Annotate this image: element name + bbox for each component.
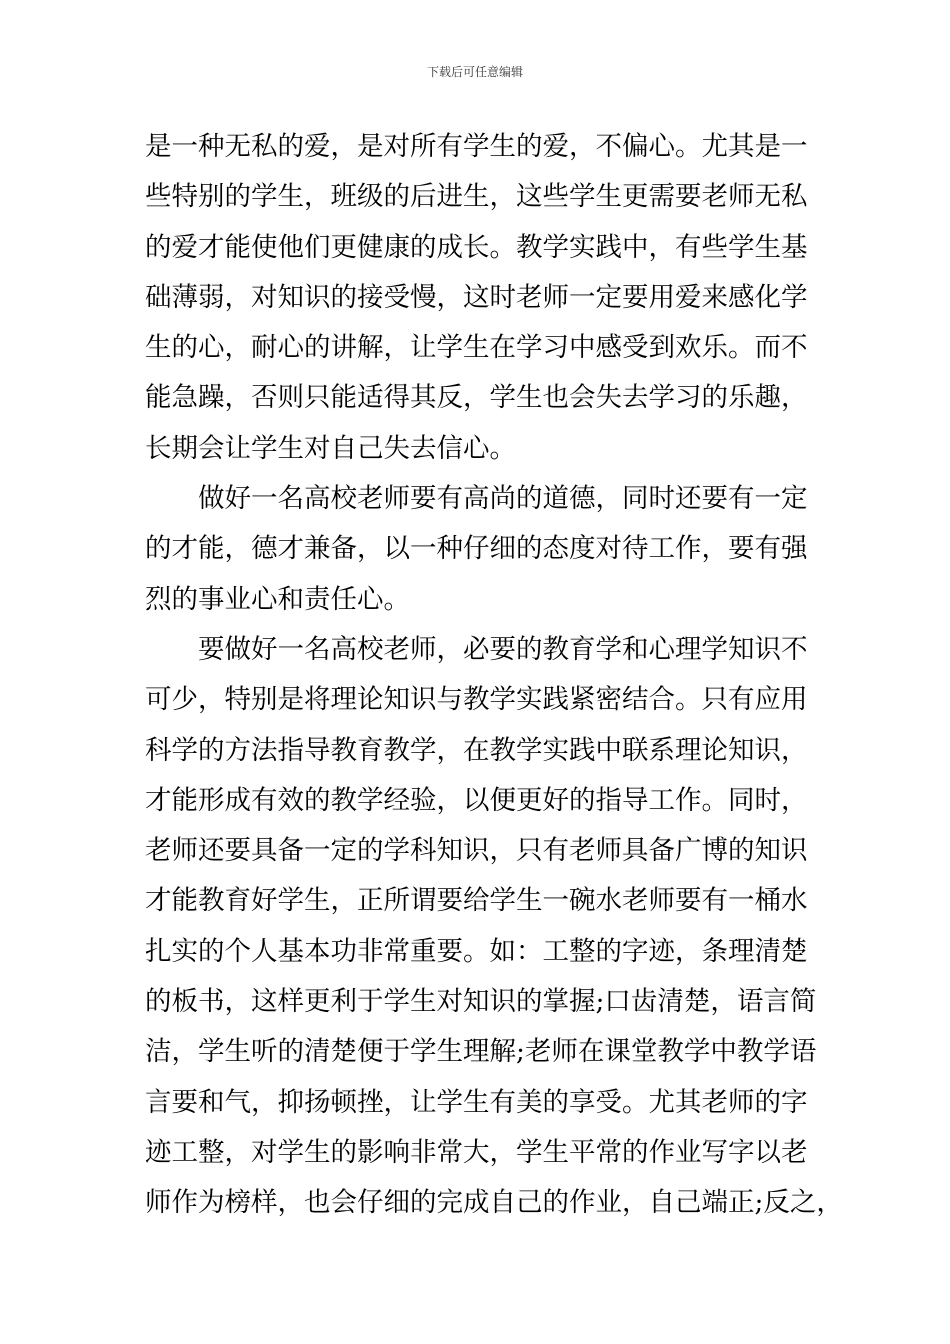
text-line: 师作为榜样，也会仔细的完成自己的作业，自己端正;反之， xyxy=(145,1187,843,1219)
text-line: 才能教育好学生，正所谓要给学生一碗水老师要有一桶水 xyxy=(145,885,808,917)
text-line: 烈的事业心和责任心。 xyxy=(145,583,410,615)
text-line: 才能形成有效的教学经验，以便更好的指导工作。同时， xyxy=(145,784,808,816)
text-line: 洁，学生听的清楚便于学生理解;老师在课堂教学中教学语 xyxy=(145,1036,817,1068)
text-line: 能急躁，否则只能适得其反，学生也会失去学习的乐趣， xyxy=(145,382,808,414)
text-line: 做好一名高校老师要有高尚的道德，同时还要有一定 xyxy=(145,483,808,515)
text-line: 长期会让学生对自己失去信心。 xyxy=(145,432,516,464)
text-line: 老师还要具备一定的学科知识，只有老师具备广博的知识 xyxy=(145,835,808,867)
document-body xyxy=(145,122,843,1229)
paragraph-1 xyxy=(145,122,815,474)
text-line: 生的心，耐心的讲解，让学生在学习中感受到欢乐。而不 xyxy=(145,332,808,364)
paragraph-2 xyxy=(145,474,815,625)
text-line: 的才能，德才兼备，以一种仔细的态度对待工作，要有强 xyxy=(145,533,808,565)
text-line: 础薄弱，对知识的接受慢，这时老师一定要用爱来感化学 xyxy=(145,281,808,313)
text-line: 言要和气，抑扬顿挫，让学生有美的享受。尤其老师的字 xyxy=(145,1086,808,1118)
text-line: 迹工整，对学生的影响非常大，学生平常的作业写字以老 xyxy=(145,1136,808,1168)
text-line: 是一种无私的爱，是对所有学生的爱，不偏心。尤其是一 xyxy=(145,131,808,162)
text-line: 的爱才能使他们更健康的成长。教学实践中，有些学生基 xyxy=(145,231,808,263)
text-line: 的板书，这样更利于学生对知识的掌握;口齿清楚，语言简 xyxy=(145,986,817,1018)
text-line: 扎实的个人基本功非常重要。如：工整的字迹，条理清楚 xyxy=(145,935,808,967)
text-line: 可少，特别是将理论知识与教学实践紧密结合。只有应用 xyxy=(145,684,808,716)
text-line: 些特别的学生，班级的后进生，这些学生更需要老师无私 xyxy=(145,181,808,213)
text-line: 科学的方法指导教育教学，在教学实践中联系理论知识， xyxy=(145,734,808,766)
page-header: 下载后可任意编辑 xyxy=(426,65,523,79)
text-line: 要做好一名高校老师，必要的教育学和心理学知识不 xyxy=(145,633,808,665)
paragraph-3 xyxy=(145,625,843,1229)
